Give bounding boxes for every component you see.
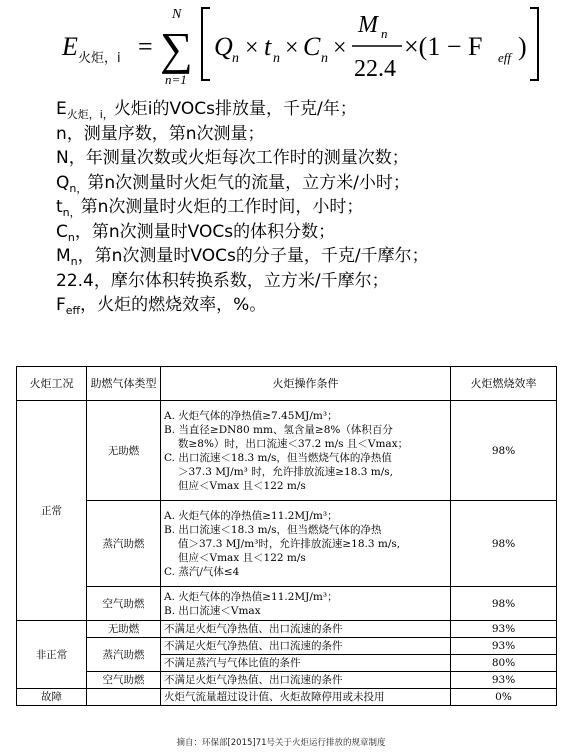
header-condition: 火炬工况 bbox=[17, 367, 87, 401]
efficiency-value: 80% bbox=[451, 655, 557, 672]
flare-efficiency-table bbox=[16, 366, 557, 706]
operating-conditions: 不满足火炬气净热值、出口流速的条件 bbox=[161, 621, 451, 638]
sum-lower: n=1 bbox=[165, 72, 187, 87]
group-fault: 故障 bbox=[17, 689, 87, 706]
assist-type: 蒸汽助燃 bbox=[87, 501, 161, 587]
definition-line: n，测量序数，第n次测量； bbox=[56, 123, 265, 144]
emission-formula bbox=[0, 0, 562, 95]
assist-type: 无助燃 bbox=[87, 401, 161, 501]
header-assist-gas: 助燃气体类型 bbox=[87, 367, 161, 401]
table-row bbox=[17, 638, 557, 655]
formula-times-2: × bbox=[285, 35, 299, 61]
operating-conditions: A. 火炬气体的净热值≥11.2MJ/m³； B. 出口流速＜Vmax bbox=[161, 587, 451, 621]
operating-conditions: 不满足火炬气净热值、出口流速的条件 bbox=[161, 638, 451, 655]
efficiency-value: 98% bbox=[451, 587, 557, 621]
table-row bbox=[17, 501, 557, 587]
variable-definitions bbox=[56, 97, 556, 318]
operating-conditions: A. 火炬气体的净热值≥7.45MJ/m³； B. 当直径≥DN80 mm、氢含量≥8%（体积百分 数≥8%）时，出口流速＜37.2 m/s 且＜Vmax； C. 出口流速＜18.3 m/s，但当燃烧气体的净热值 ＞37.3 MJ/m³ 时，允许排放流速≥18.3 m/s, 但应＜Vmax 且＜122 m/s bbox=[161, 401, 451, 501]
left-bracket bbox=[202, 8, 210, 80]
right-bracket bbox=[530, 8, 538, 80]
definition-line: $Q_{n,}$第n次测量时火炬气的流量，立方米/小时； bbox=[56, 172, 410, 195]
definition-line: 22.4，摩尔体积转换系数，立方米/千摩尔； bbox=[56, 270, 389, 291]
sum-upper: N bbox=[172, 7, 182, 22]
formula-c-sub: n bbox=[321, 51, 328, 66]
table-row bbox=[17, 621, 557, 638]
definition-line: $t_{n,}$第n次测量时火炬的工作时间，小时； bbox=[56, 197, 364, 219]
definition-line: $E_{火炬,i,}$火炬i的VOCs排放量，千克/年； bbox=[56, 99, 357, 121]
efficiency-value: 98% bbox=[451, 401, 557, 501]
group-normal: 正常 bbox=[17, 401, 87, 621]
definition-line: $C_n$，第n次测量时VOCs的体积分数； bbox=[56, 221, 336, 244]
assist-type-empty bbox=[87, 689, 161, 706]
assist-type: 无助燃 bbox=[87, 621, 161, 638]
header-efficiency: 火炬燃烧效率 bbox=[451, 367, 557, 401]
formula-q: Q bbox=[214, 32, 233, 61]
efficiency-value: 0% bbox=[451, 689, 557, 706]
fraction-denominator: 22.4 bbox=[354, 56, 396, 82]
assist-type: 空气助燃 bbox=[87, 587, 161, 621]
operating-conditions: A. 火炬气体的净热值≥11.2MJ/m³； B. 出口流速＜18.3 m/s，但当燃烧气体的净热 值＞37.3 MJ/m³时，允许排放流速≥18.3 m/s, 但应＜Vmax 且＜122 m/s C. 蒸汽/气体≤4 bbox=[161, 501, 451, 587]
efficiency-value: 93% bbox=[451, 672, 557, 689]
formula-tail: ×(1 − F bbox=[404, 32, 483, 61]
operating-conditions: 不满足火炬气净热值、出口流速的条件 bbox=[161, 672, 451, 689]
header-operating-conditions: 火炬操作条件 bbox=[161, 367, 451, 401]
sum-symbol: ∑ bbox=[160, 23, 193, 74]
assist-type: 空气助燃 bbox=[87, 672, 161, 689]
efficiency-value: 93% bbox=[451, 621, 557, 638]
definition-line: $M_n$，第n次测量时VOCs的分子量，千克/千摩尔； bbox=[56, 246, 429, 268]
formula-lhs: E bbox=[62, 32, 78, 61]
formula-times-1: × bbox=[245, 35, 259, 61]
formula-t-sub: n bbox=[273, 51, 280, 66]
assist-type: 蒸汽助燃 bbox=[87, 638, 161, 672]
definition-line: $F_{eff}$，火炬的燃烧效率，%。 bbox=[56, 295, 267, 317]
operating-conditions: 不满足蒸汽与气体比值的条件 bbox=[161, 655, 451, 672]
group-abnormal: 非正常 bbox=[17, 621, 87, 689]
formula-lhs-subscript: 火炬，i bbox=[78, 51, 121, 66]
formula-times-3: × bbox=[333, 35, 347, 61]
definition-line: N，年测量次数或火炬每次工作时的测量次数； bbox=[56, 148, 409, 168]
formula-c: C bbox=[303, 32, 321, 61]
table-row bbox=[17, 401, 557, 501]
formula-q-sub: n bbox=[232, 51, 239, 66]
table-row bbox=[17, 672, 557, 689]
formula-tail-close: ) bbox=[518, 32, 527, 61]
table-row bbox=[17, 587, 557, 621]
formula-equals: = bbox=[138, 32, 153, 61]
operating-conditions: 火炬气流量超过设计值、火炬故障停用或未投用 bbox=[161, 689, 451, 706]
source-footnote: 摘自：环保部[2015]71号关于火炬运行排放的规章制度 bbox=[176, 738, 386, 748]
efficiency-value: 98% bbox=[451, 501, 557, 587]
formula-tail-sub: eff bbox=[498, 50, 511, 65]
table-row bbox=[17, 689, 557, 706]
formula-t: t bbox=[264, 32, 272, 61]
table-header-row bbox=[17, 367, 557, 401]
fraction-numerator-sub: n bbox=[381, 26, 388, 41]
fraction-numerator: M bbox=[358, 12, 378, 38]
efficiency-value: 93% bbox=[451, 638, 557, 655]
